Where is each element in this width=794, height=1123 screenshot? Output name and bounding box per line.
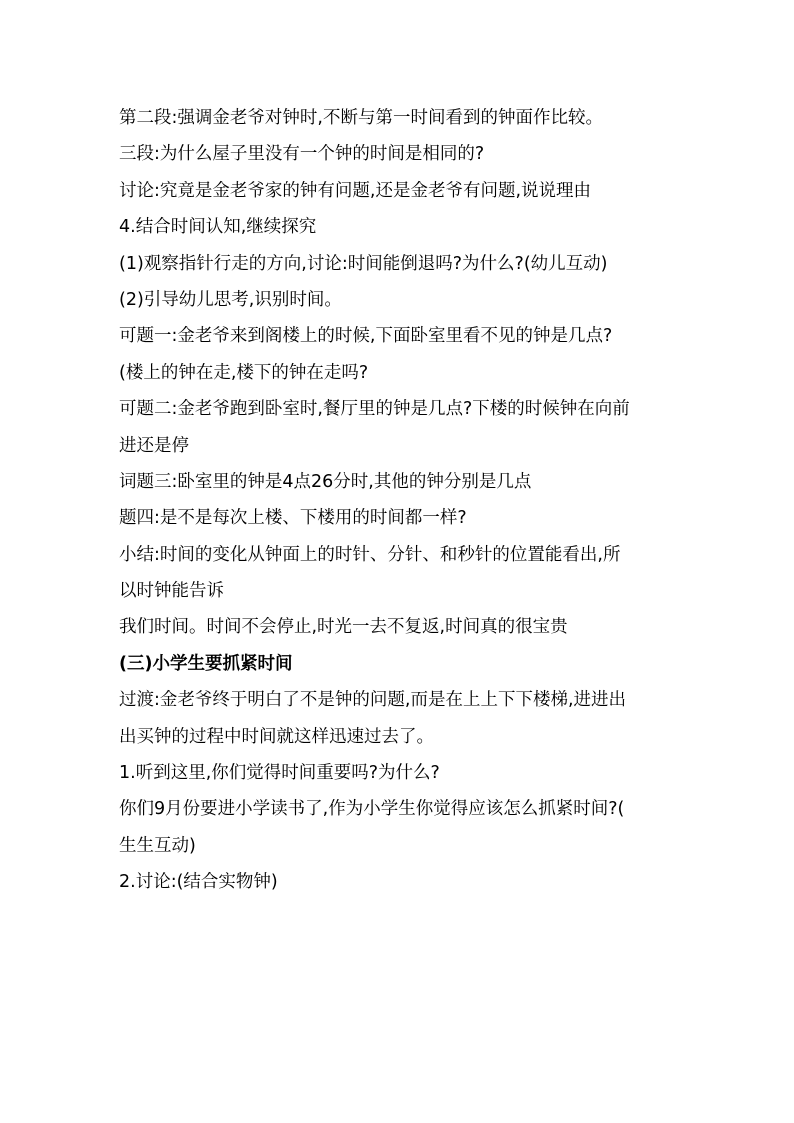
text-line: 过渡:金老爷终于明白了不是钟的问题,而是在上上下下楼梯,进进出 <box>119 690 627 711</box>
text-line: 题四:是不是每次上楼、下楼用的时间都一样? <box>119 508 467 529</box>
document-body <box>119 100 679 901</box>
text-line: 你们9月份要进小学读书了,作为小学生你觉得应该怎么抓紧时间?( <box>119 799 625 820</box>
text-line: 小结:时间的变化从钟面上的时针、分针、和秒针的位置能看出,所 <box>119 544 621 565</box>
text-line: 4.结合时间认知,继续探究 <box>119 217 317 238</box>
text-line: 第二段:强调金老爷对钟时,不断与第一时间看到的钟面作比较。 <box>119 108 603 128</box>
text-line: (2)引导幼儿思考,识别时间。 <box>119 289 342 310</box>
text-line: 生生互动) <box>119 835 196 856</box>
text-line: 可题一:金老爷来到阁楼上的时候,下面卧室里看不见的钟是几点? <box>119 326 613 347</box>
text-line: (1)观察指针行走的方向,讨论:时间能倒退吗?为什么?(幼儿互动) <box>119 253 608 274</box>
text-line: 三段:为什么屋子里没有一个钟的时间是相同的? <box>119 144 485 165</box>
text-line: 可题二:金老爷跑到卧室时,餐厅里的钟是几点?下楼的时候钟在向前 <box>119 399 630 420</box>
text-line: 词题三:卧室里的钟是4点26分时,其他的钟分别是几点 <box>119 471 532 492</box>
text-line: (楼上的钟在走,楼下的钟在走吗? <box>119 362 369 383</box>
text-line: 以时钟能告诉 <box>119 581 224 602</box>
text-line: 出买钟的过程中时间就这样迅速过去了。 <box>119 726 434 747</box>
text-line: 2.讨论:(结合实物钟) <box>119 872 278 893</box>
text-line: 1.听到这里,你们觉得时间重要吗?为什么? <box>119 763 440 784</box>
text-line: 讨论:究竟是金老爷家的钟有问题,还是金老爷有问题,说说理由 <box>119 180 592 201</box>
text-line: 进还是停 <box>119 435 189 456</box>
section-heading: (三)小学生要抓紧时间 <box>119 653 293 674</box>
text-line: 我们时间。时间不会停止,时光一去不复返,时间真的很宝贵 <box>119 617 568 638</box>
